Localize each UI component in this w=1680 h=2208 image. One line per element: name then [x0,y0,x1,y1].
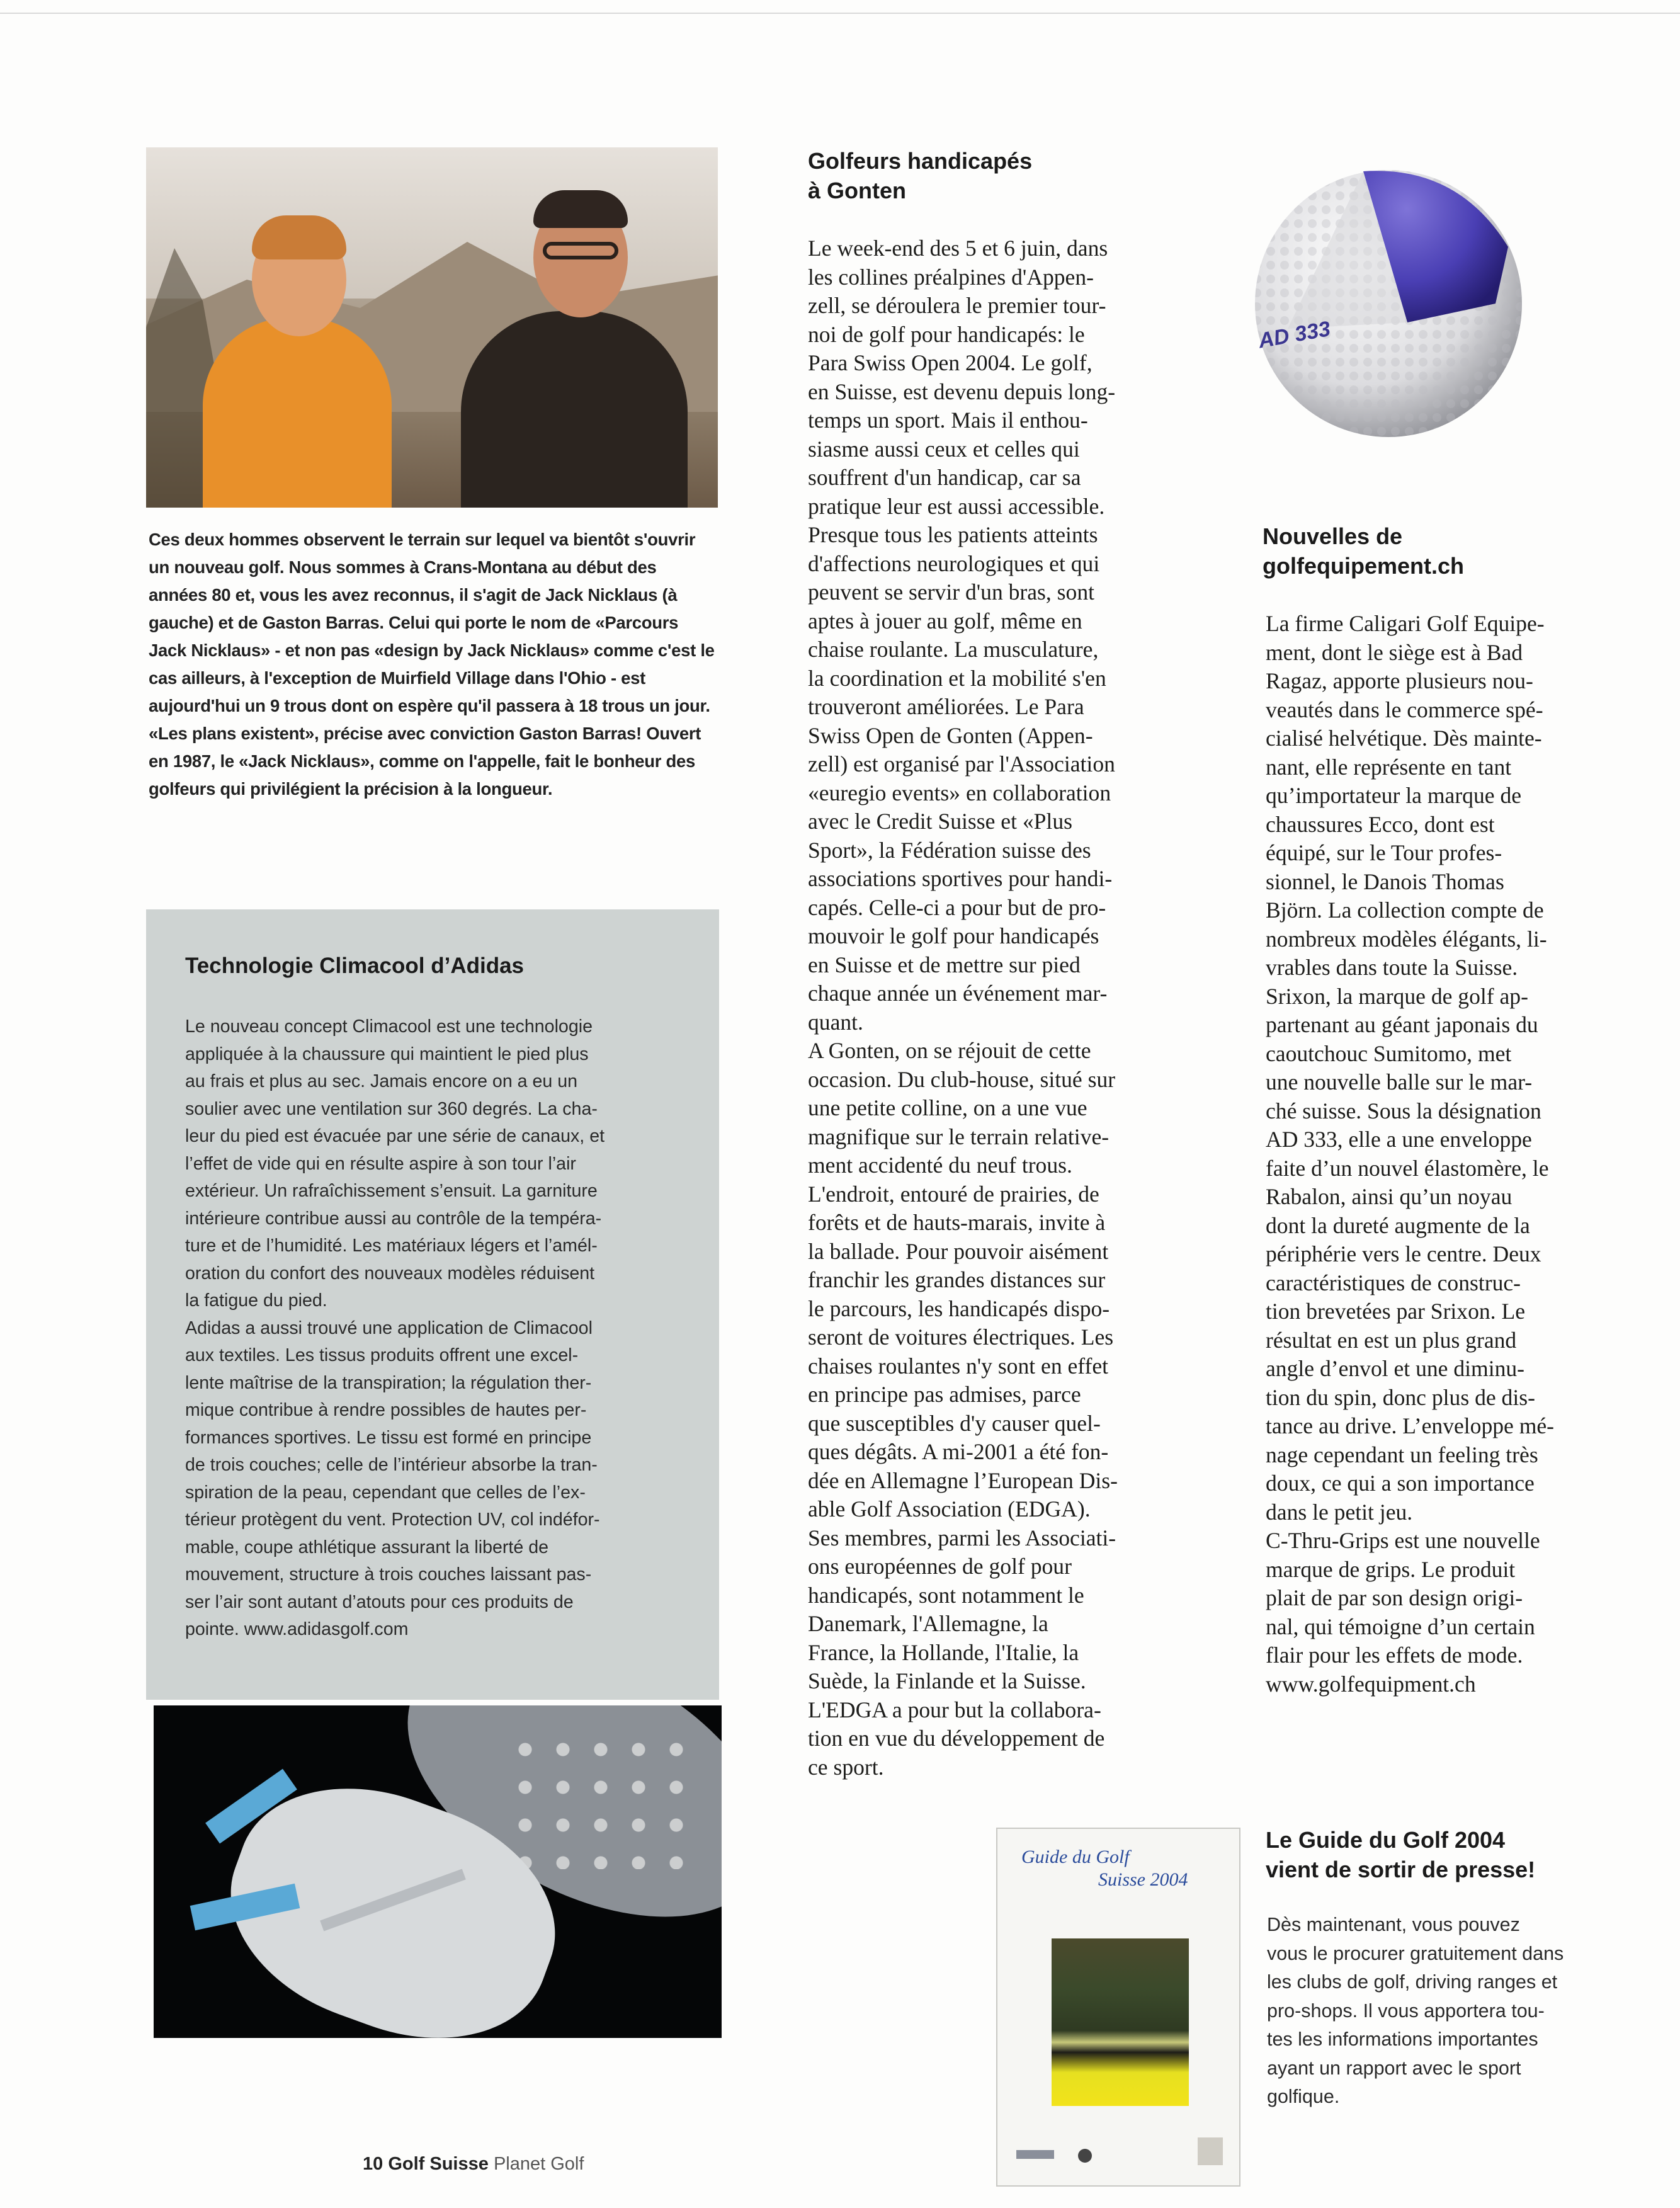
nicklaus-barras-photo [146,147,718,508]
guide-cover-line1: Guide du Golf [1021,1847,1130,1867]
handicap-title: Golfeurs handicapés à Gonten [808,148,1033,203]
top-rule [0,13,1680,14]
guide-title: Le Guide du Golf 2004 vient de sortir de presse! [1266,1827,1536,1882]
page-number: 10 [363,2154,383,2174]
guide-cover-line2: Suisse 2004 [1098,1869,1188,1890]
adidas-title: Technologie Climacool d’Adidas [185,953,525,978]
adidas-body: Le nouveau concept Climacool est une technologie appliquée à la chaussure qui maintient le pied plus au frais et plus au sec. Jamais encore on a eu un soulier avec une ventilation sur 360 degrés. La cha- leur du pied est évacuée par une série de canaux, et l’effet de vide qui en résulte aspire à son tour l’air extérieur. Un rafraîchissement s’ensuit. La garniture intérieure contribue aussi au contrôle de la tempéra- ture et de l’humidité. Les matériaux légers et l’amél- oration du confort des nouveaux modèles réduisent la fatigue du pied. Adidas a aussi trouvé une application de Climacool aux textiles. Les tissus produits offrent une excel- lente maîtrise de la transpiration; la régulation ther- mique contribue à rendre possibles de hautes per- formances sportives. Le tissu est formé en principe de trois couches; celle de l’intérieur absorbe la tran- spiration de la peau, cependant que celles de l’ex- térieur protègent du vent. Protection UV, col indéfor- mable, coupe athlétique assurant la liberté de mouvement, structure à trois couches laissant pas- ser l’air sont autant d’atouts pour ces produits de pointe. www.adidasgolf.com [185,1016,605,1639]
golf-ball-image [1250,134,1527,474]
guide-body: Dès maintenant, vous pouvez vous le procurer gratuitement dans les clubs de golf, driving ranges et pro-shops. Il vous apportera tou- tes les informations importantes ayant un rapport avec le sport golfique. [1267,1914,1564,2107]
adidas-sidebar [146,909,719,1700]
climacool-shoe-image [154,1705,722,2038]
ball-label: AD 333 [1256,317,1332,353]
guide-cover-image [996,1828,1240,2187]
page-footer [363,2154,584,2175]
handicap-body: Le week-end des 5 et 6 juin, dans les collines préalpines d'Appen- zell, se déroulera le premier tour- noi de golf pour handicapés: le Para Swiss Open 2004. Le golf, en Suisse, est devenu depuis long- temps un sport. Mais il enthou- siasme aussi ceux et celles qui souffrent d'un handicap, car sa pratique leur est aussi accessible. Presque tous les patients atteints d'affections neurologiques et qui peuvent se servir d'un bras, sont aptes à jouer au golf, même en chaise roulante. La musculature, la coordination et la mobilité s'en trouveront améliorées. Le Para Swiss Open de Gonten (Appen- zell) est organisé par l'Association «euregio events» en collaboration avec le Credit Suisse et «Plus Sport», la Fédération suisse des associations sportives pour handi- capés. Celle-ci a pour but de pro- mouvoir le golf pour handicapés en Suisse et de mettre sur pied chaque année un événement mar- quant. A Gonten, on se réjouit de cette occasion. Du club-house, situé sur une petite colline, on a une vue magnifique sur le terrain relative- ment accidenté du neuf trous. L'endroit, entouré de prairies, de forêts et de hauts-marais, invite à la ballade. Pour pouvoir aisément franchir les grandes distances sur le parcours, les handicapés dispo- seront de voitures électriques. Les chaises roulantes n'y sont en effet en principe pas admises, parce que susceptibles d'y causer quel- ques dégâts. A mi-2001 a été fon- dée en Allemagne l’European Dis- able Golf Association (EDGA). Ses membres, parmi les Associati- ons européennes de golf pour handicapés, sont notamment le Danemark, l'Allemagne, la France, la Hollande, l'Italie, la Suède, la Finlande et la Suisse. L'EDGA a pour but la collabora- tion en vue du développement de ce sport. [808,236,1118,1780]
equipment-body: La firme Caligari Golf Equipe- ment, dont le siège est à Bad Ragaz, apporte plusieurs nou- veautés dans le commerce spé- cialisé helvétique. Dès mainte- nant, elle représente en tant qu’importateur la marque de chaussures Ecco, dont est équipé, sur le Tour profes- sionnel, le Danois Thomas Björn. La collection compte de nombreux modèles élégants, li- vrables dans toute la Suisse. Srixon, la marque de golf ap- partenant au géant japonais du caoutchouc Sumitomo, met une nouvelle balle sur le mar- ché suisse. Sous la désignation AD 333, elle a une enveloppe faite d’un nouvel élastomère, le Rabalon, ainsi qu’un noyau dont la dureté augmente de la périphérie vers le centre. Deux caractéristiques de construc- tion brevetées par Srixon. Le résultat en est un plus grand angle d’envol et une diminu- tion du spin, donc plus de dis- tance au drive. L’enveloppe mé- nage cependant un feeling très doux, ce qui a son importance dans le petit jeu. C-Thru-Grips est une nouvelle marque de grips. Le produit plait de par son design origi- nal, qui témoigne d’un certain flair pour les effets de mode. www.golfequipment.ch [1266,611,1555,1697]
publication-name: Golf Suisse [388,2154,489,2174]
photo-caption: Ces deux hommes observent le terrain sur lequel va bientôt s'ouvrir un nouveau golf. Nous sommes à Crans-Montana au début des années 80 et, vous les avez reconnus, il s'agit de Jack Nicklaus (à gauche) et de Gaston Barras. Celui qui porte le nom de «Parcours Jack Nicklaus» - et non pas «design by Jack Nicklaus» comme c'est le cas ailleurs, à l'exception de Muirfield Village dans l'Ohio - est aujourd'hui un 9 trous dont on espère qu'il passera à 18 trous un jour. «Les plans existent», précise avec conviction Gaston Barras! Ouvert en 1987, le «Jack Nicklaus», comme on l'appelle, fait le bonheur des golfeurs qui privilégient la précision à la longueur. [149,530,715,799]
equipment-title: Nouvelles de golfequipement.ch [1263,523,1465,579]
section-name: Planet Golf [493,2154,584,2174]
